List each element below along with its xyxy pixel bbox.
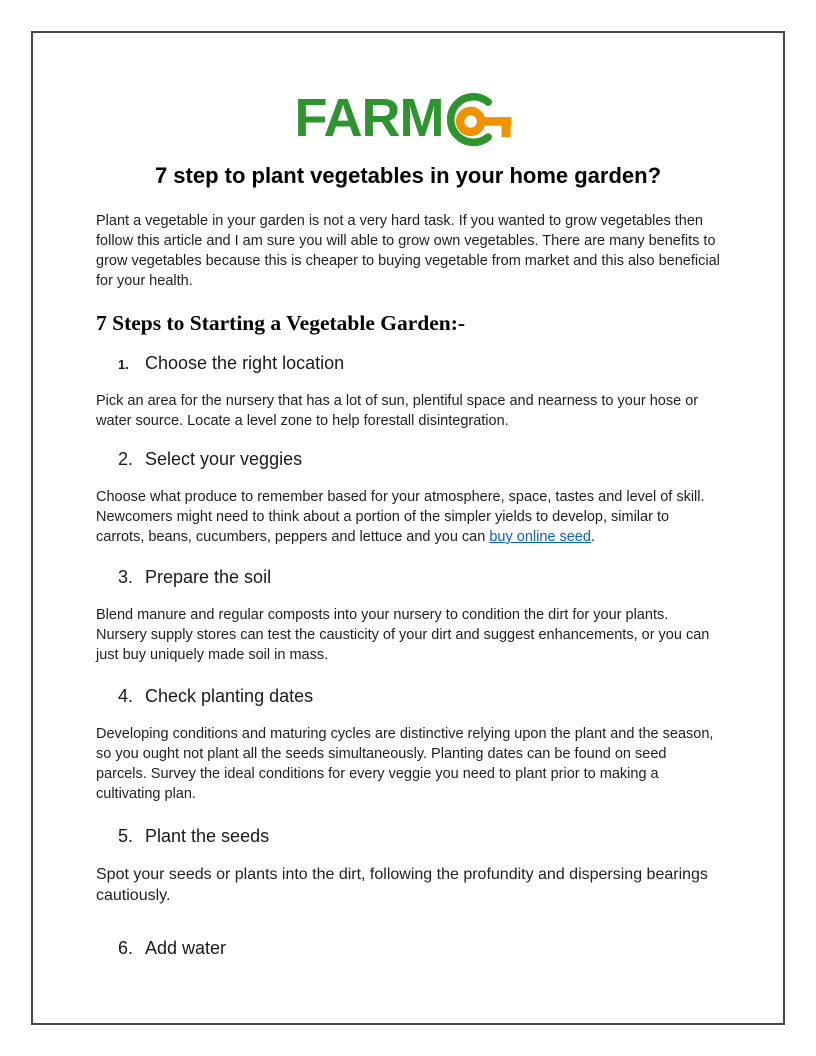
step-item-4 — [96, 685, 720, 707]
step-5-body: Spot your seeds or plants into the dirt, following the profundity and dispersing bearings cautiously. — [96, 866, 708, 904]
step-4-number: 4. — [118, 686, 134, 706]
step-item-3 — [96, 566, 720, 588]
step-1-body: Pick an area for the nursery that has a lot of sun, plentiful space and nearness to your hose or water source. Locate a level zone to help forestall disintegration. — [96, 393, 699, 429]
step-3-number: 3. — [118, 567, 134, 587]
farmkey-logo — [96, 88, 720, 148]
step-3-body: Blend manure and regular composts into your nursery to condition the dirt for your plants. Nursery supply stores can test the causticity of your dirt and suggest enhancements, or you can just buy uniquely made soil in mass. — [96, 607, 710, 663]
step-1-number: 1. — [118, 357, 129, 372]
step-6-number: 6. — [118, 938, 134, 958]
step-6-label: Add water — [145, 938, 227, 958]
step-4-body: Developing conditions and maturing cycles are distinctive relying upon the plant and the season, so you ought not plant all the seeds simultaneously. Planting dates can be found on seed parcels. Survey the ideal conditions for every veggie you need to plant prior to making a cultivating plan. — [96, 726, 714, 802]
step-2-body-tail: . — [590, 529, 595, 545]
page-title: 7 step to plant vegetables in your home garden? — [154, 163, 662, 188]
step-2-body — [96, 487, 720, 547]
buy-online-seed-link[interactable]: buy online seed — [489, 529, 591, 545]
document-content — [96, 88, 720, 959]
section-heading: 7 Steps to Starting a Vegetable Garden:- — [96, 311, 466, 335]
step-item-6 — [96, 937, 720, 959]
intro-paragraph: Plant a vegetable in your garden is not a very hard task. If you wanted to grow vegetables then follow this article and I am sure you will able to grow own vegetables. There are many benefits to grow vegetables because this is cheaper to buying vegetable from market and this also beneficial for your health. — [96, 213, 720, 289]
step-5-number: 5. — [118, 826, 134, 846]
step-1-label: Choose the right location — [145, 353, 345, 373]
step-item-5 — [96, 825, 720, 847]
key-icon — [445, 91, 521, 150]
logo-text: FARM — [294, 88, 444, 148]
step-item-2 — [96, 448, 720, 470]
step-4-label: Check planting dates — [145, 686, 314, 706]
step-2-label: Select your veggies — [145, 449, 303, 469]
step-item-1 — [96, 352, 720, 376]
step-3-label: Prepare the soil — [145, 567, 272, 587]
step-5-label: Plant the seeds — [145, 826, 270, 846]
step-2-body-text: Choose what produce to remember based for your atmosphere, space, tastes and level of skill. Newcomers might need to think about a portion of the simpler yields to develop, similar to carrots, beans, cucumbers, peppers and lettuce and you can — [96, 489, 705, 545]
step-2-number: 2. — [118, 449, 134, 469]
